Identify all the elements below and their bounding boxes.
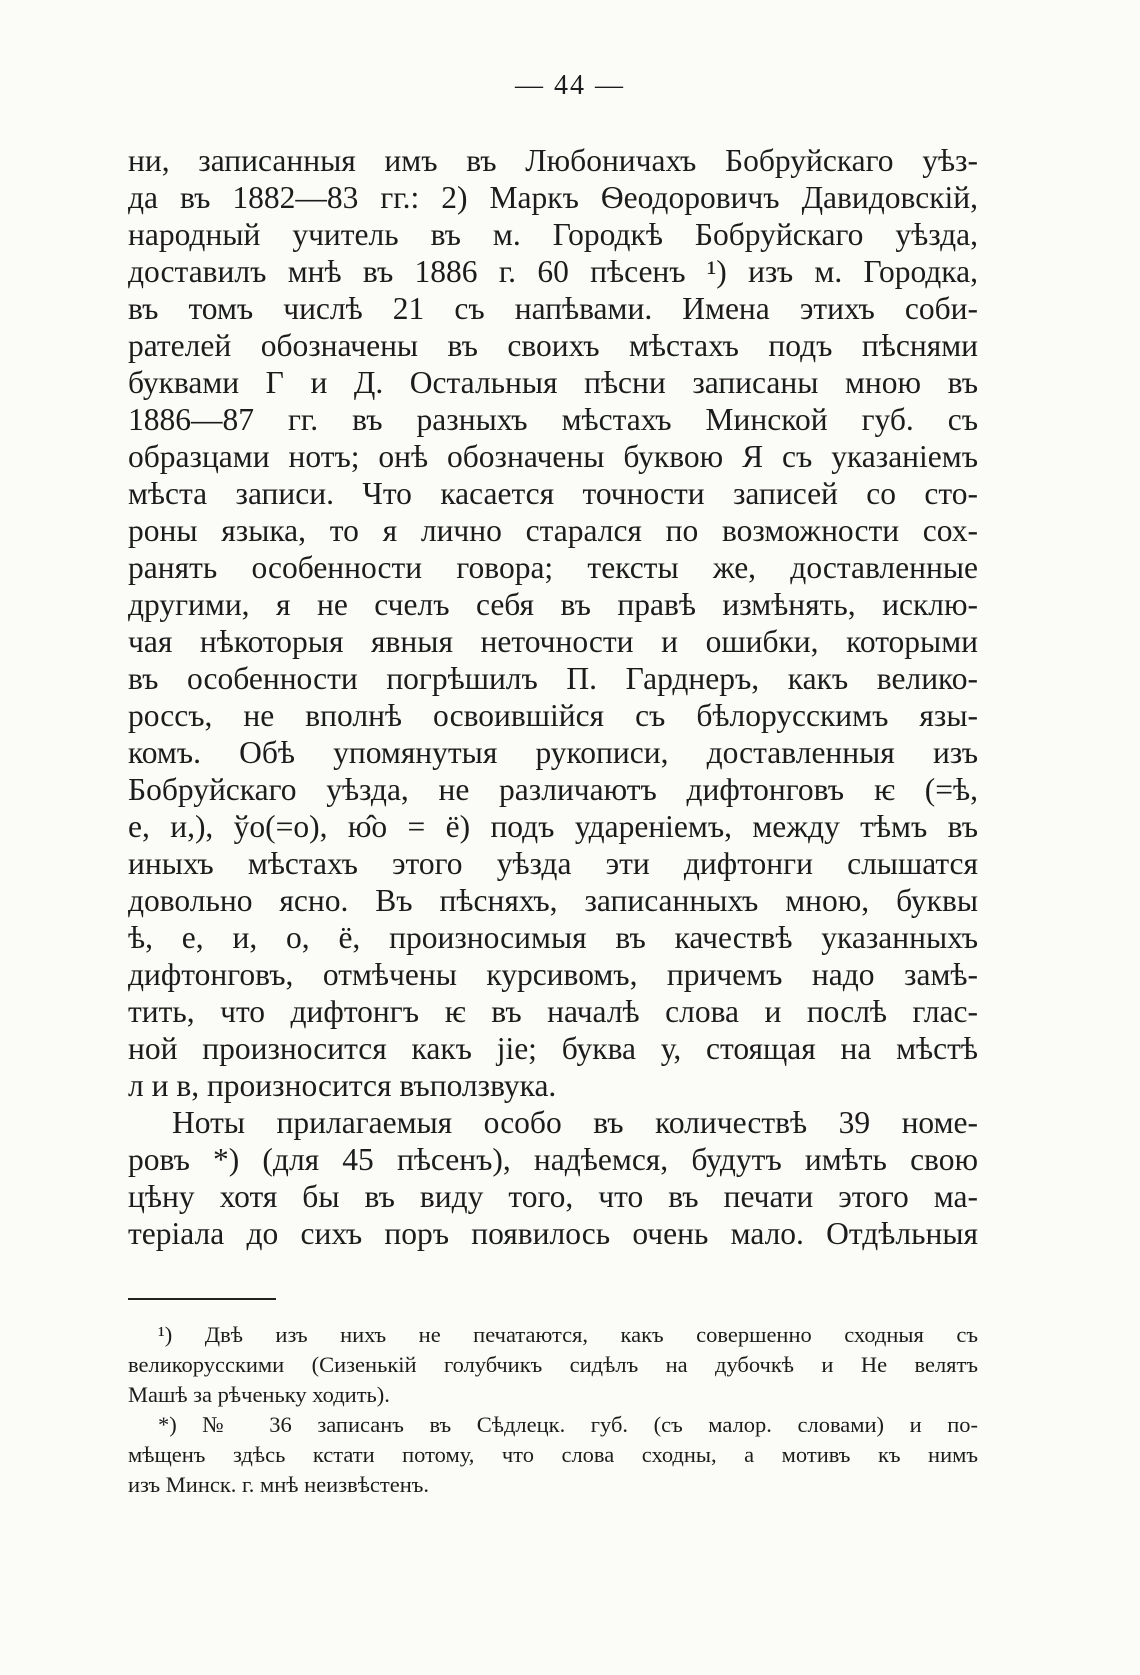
text-line: да въ 1882—83 гг.: 2) Маркъ Ѳеодоровичъ Давидовскій, (128, 180, 978, 215)
text-line: образцами нотъ; онѣ обозначены буквою Я съ указаніемъ (128, 439, 978, 474)
text-line: буквами Г и Д. Остальныя пѣсни записаны мною въ (128, 365, 978, 400)
text-line: мѣста записи. Что касается точности записей со сто- (128, 476, 978, 511)
text-line: доставилъ мнѣ въ 1886 г. 60 пѣсенъ ¹) изъ м. Городка, (128, 254, 978, 289)
page-number: — 44 — (515, 70, 625, 101)
text-line: роны языка, то я лично старался по возможности сох- (128, 513, 978, 548)
text-line: ни, записанныя имъ въ Любоничахъ Бобруйскаго уѣз- (128, 143, 978, 178)
text-line: Бобруйскаго уѣзда, не различаютъ дифтонговъ ѥ (=ѣ, (128, 772, 978, 807)
text-line: рателей обозначены въ своихъ мѣстахъ подъ пѣснями (128, 328, 978, 363)
text-line: народный учитель въ м. Городкѣ Бобруйскаго уѣзда, (128, 217, 978, 252)
main-text (128, 142, 978, 1252)
text-line: въ томъ числѣ 21 съ напѣвами. Имена этихъ соби- (128, 291, 978, 326)
footnote-1-line: великорусскими (Сизенькій голубчикъ сидѣлъ на дубочкѣ и Не велятъ (128, 1352, 978, 1377)
text-line: тить, что дифтонгъ ѥ въ началѣ слова и послѣ глас- (128, 994, 978, 1029)
text-line: ной произносится какъ jie; буква у, стоящая на мѣстѣ (128, 1031, 978, 1066)
text-line: россъ, не вполнѣ освоившійся съ бѣлорусскимъ язы- (128, 698, 978, 733)
text-line: цѣну хотя бы въ виду того, что въ печати этого ма- (128, 1179, 978, 1214)
text-line: довольно ясно. Въ пѣсняхъ, записанныхъ мною, буквы (128, 883, 978, 918)
text-line: иныхъ мѣстахъ этого уѣзда эти дифтонги слышатся (128, 846, 978, 881)
text-line: 1886—87 гг. въ разныхъ мѣстахъ Минской губ. съ (128, 402, 978, 437)
footnote-2-line: *) № 36 записанъ въ Сѣдлецк. губ. (съ малор. словами) и по- (158, 1412, 978, 1437)
paragraph-end-line: л и в, произносится въползвука. (128, 1068, 557, 1103)
text-line: теріала до сихъ поръ появилось очень мало. Отдѣльныя (128, 1216, 978, 1251)
paragraph-start-line: Ноты прилагаемыя особо въ количествѣ 39 номе- (172, 1105, 978, 1140)
text-line: е, и,), ўо(=о), ю̂о = ё) подъ удареніемъ, между тѣмъ въ (128, 809, 978, 844)
text-line: чая нѣкоторыя явныя неточности и ошибки, которыми (128, 624, 978, 659)
footnote-divider (128, 1298, 276, 1300)
footnote-2-line: мѣщенъ здѣсь кстати потому, что слова сходны, а мотивъ къ нимъ (128, 1442, 978, 1467)
text-line: въ особенности погрѣшилъ П. Гарднеръ, какъ велико- (128, 661, 978, 696)
text-line: ранять особенности говора; тексты же, доставленные (128, 550, 978, 585)
text-line: комъ. Обѣ упомянутыя рукописи, доставленныя изъ (128, 735, 978, 770)
footnote-1-line: Машѣ за рѣченьку ходить). (128, 1382, 390, 1407)
footnote-1-line: ¹) Двѣ изъ нихъ не печатаются, какъ совершенно сходныя съ (158, 1322, 978, 1347)
footnote-2-line: изъ Минск. г. мнѣ неизвѣстенъ. (128, 1472, 430, 1497)
footnotes (128, 1320, 978, 1500)
text-line: ровъ *) (для 45 пѣсенъ), надѣемся, будутъ имѣть свою (128, 1142, 978, 1177)
text-line: другими, я не счелъ себя въ правѣ измѣнять, исклю- (128, 587, 978, 622)
text-line: ѣ, е, и, о, ё, произносимыя въ качествѣ указанныхъ (128, 920, 978, 955)
text-line: дифтонговъ, отмѣчены курсивомъ, причемъ надо замѣ- (128, 957, 978, 992)
